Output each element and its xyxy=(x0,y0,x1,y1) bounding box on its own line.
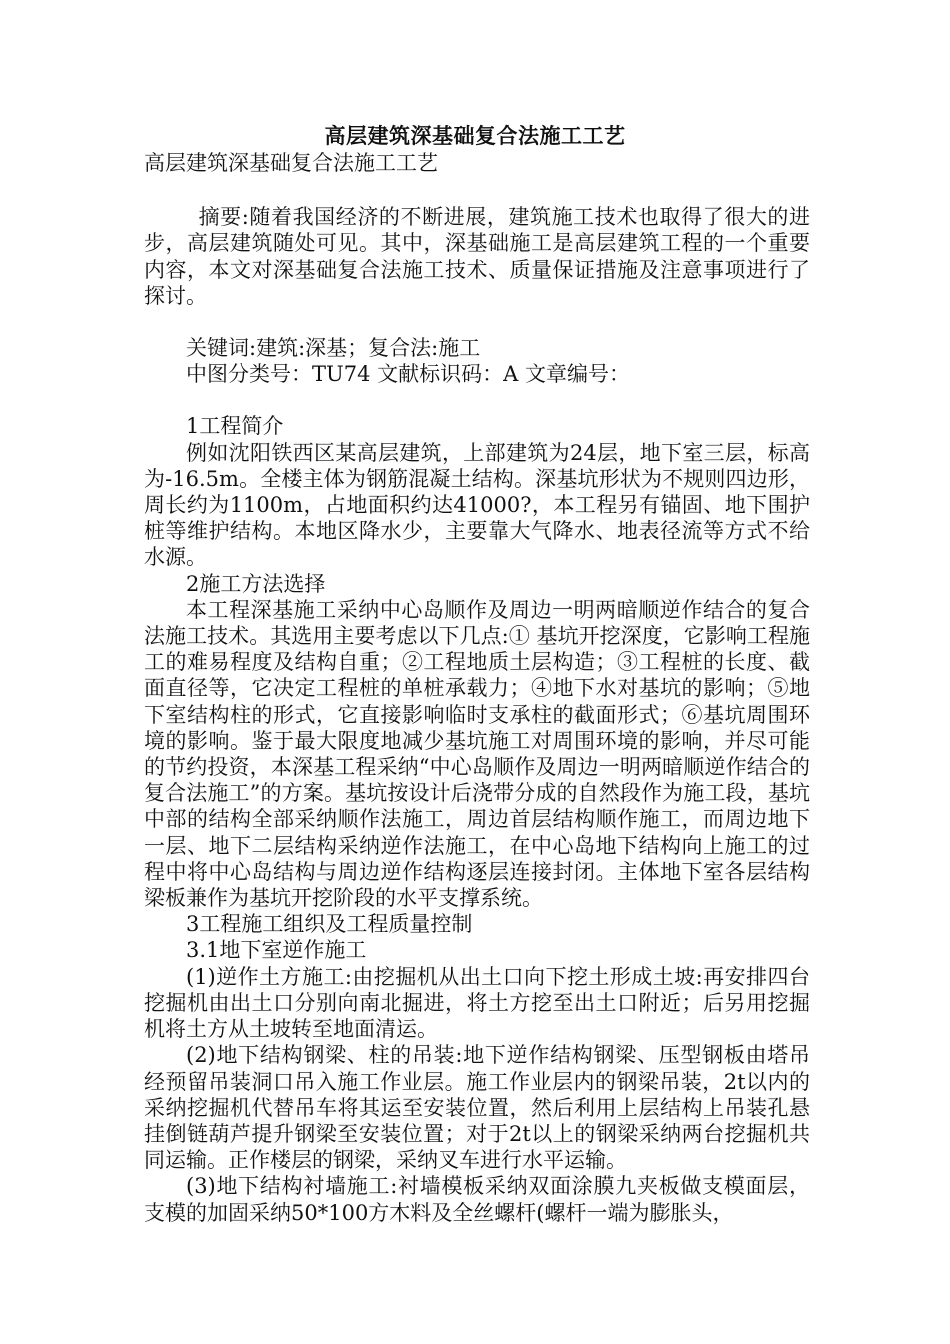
keywords-line: 关键词:建筑:深基；复合法:施工 xyxy=(186,336,481,361)
paragraph-earthwork: (1)逆作土方施工:由挖掘机从出土口向下挖土形成土坡:再安排四台挖掘机由出土口分别向南北掘进，将土方挖至出土口附近；后另用挖掘机将土方从土坡转至地面清运。 xyxy=(144,964,810,1042)
document-subtitle: 高层建筑深基础复合法施工工艺 xyxy=(144,151,438,175)
paragraph-lining-wall: (3)地下结构衬墙施工:衬墙模板采纳双面涂膜九夹板做支模面层，支模的加固采纳50*100方木料及全丝螺杆(螺杆一端为膨胀头， xyxy=(144,1174,810,1225)
section-2-heading: 2施工方法选择 xyxy=(186,571,326,596)
abstract-paragraph: 摘要:随着我国经济的不断进展，建筑施工技术也取得了很大的进步，高层建筑随处可见。其中，深基础施工是高层建筑工程的一个重要内容，本文对深基础复合法施工技术、质量保证措施及注意事项进行了探讨。 xyxy=(144,205,810,308)
paragraph-steel-hoisting: (2)地下结构钢梁、柱的吊装:地下逆作结构钢梁、压型钢板由塔吊经预留吊装洞口吊入施工作业层。施工作业层内的钢梁吊装，2t以内的采纳挖掘机代替吊车将其运至安装位置，然后利用上层结构上吊装孔悬挂倒链葫芦提升钢梁至安装位置；对于2t以上的钢梁采纳两台挖掘机共同运输。正作楼层的钢梁，采纳叉车进行水平运输。 xyxy=(144,1043,810,1173)
section-2-paragraph: 本工程深基施工采纳中心岛顺作及周边一明两暗顺逆作结合的复合法施工技术。其选用主要考虑以下几点:① 基坑开挖深度，它影响工程施工的难易程度及结构自重；②工程地质土层构造；③工程桩的长度、截面直径等，它决定工程桩的单桩承载力；④地下水对基坑的影响；⑤地下室结构柱的形式，它直接影响临时支承柱的截面形式；⑥基坑周围环境的影响。鉴于最大限度地减少基坑施工对周围环境的影响，并尽可能的节约投资，本深基工程采纳“中心岛顺作及周边一明两暗顺逆作结合的复合法施工”的方案。基坑按设计后浇带分成的自然段作为施工段，基坑中部的结构全部采纳顺作法施工，周边首层结构顺作施工，而周边地下一层、地下二层结构采纳逆作法施工，在中心岛地下结构向上施工的过程中将中心岛结构与周边逆作结构逐层连接封闭。主体地下室各层结构梁板兼作为基坑开挖阶段的水平支撑系统。 xyxy=(144,597,810,911)
document-body xyxy=(144,150,810,1226)
section-3-1-heading: 3.1地下室逆作施工 xyxy=(186,938,367,963)
section-3-heading: 3工程施工组织及工程质量控制 xyxy=(186,912,473,937)
section-1-paragraph: 例如沈阳铁西区某高层建筑，上部建筑为24层，地下室三层，标高为-16.5m。全楼主体为钢筋混凝土结构。深基坑形状为不规则四边形，周长约为1100m，占地面积约达41000?，本工程另有锚固、地下围护桩等维护结构。本地区降水少，主要靠大气降水、地表径流等方式不给水源。 xyxy=(144,440,810,570)
section-1-heading: 1工程简介 xyxy=(186,414,284,439)
document-title: 高层建筑深基础复合法施工工艺 xyxy=(324,124,626,148)
classification-line: 中图分类号：TU74 文献标识码：A 文章编号： xyxy=(186,362,630,387)
